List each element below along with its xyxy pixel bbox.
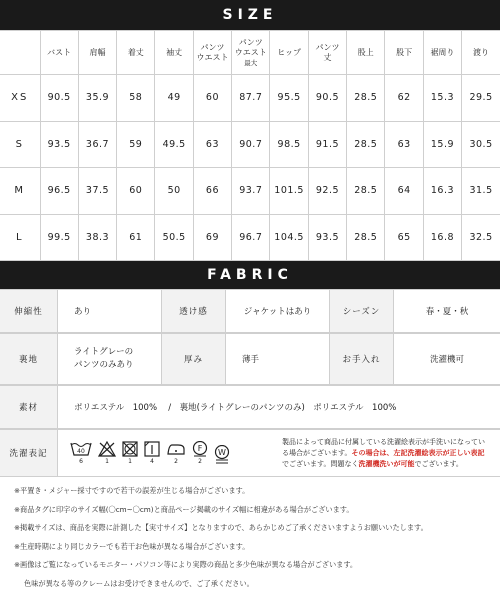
fabric-section-header	[0, 261, 500, 289]
size-column-header-label: パンツ 丈	[315, 42, 340, 62]
size-cell: 96.7	[232, 214, 270, 261]
size-cell: 65	[385, 214, 423, 261]
wash-cell	[58, 430, 500, 477]
size-cell: 90.5	[308, 75, 346, 122]
stretch-label: 伸縮性	[0, 290, 58, 333]
size-cell: 90.7	[232, 121, 270, 168]
size-cell: 35.9	[78, 75, 116, 122]
size-column-header	[385, 31, 423, 75]
wash-note-line3a: でございます。問題なく	[282, 459, 359, 468]
size-column-header	[155, 31, 193, 75]
size-column-header-label: 袖丈	[166, 47, 183, 57]
size-column-header	[40, 31, 78, 75]
note-item: ※掲載サイズは、商品を実際に計測した【実寸サイズ】となりますので、あらかじめご了承くださいますようお願いいたします。	[14, 523, 428, 532]
fabric-row-material	[0, 385, 500, 429]
size-cell: 93.5	[40, 121, 78, 168]
material-value: ポリエステル 100% / 裏地(ライトグレーのパンツのみ) ポリエステル 100%	[58, 386, 500, 429]
size-column-header	[193, 31, 231, 75]
size-cell: 64	[385, 168, 423, 215]
dry-clean-f-icon	[192, 441, 208, 465]
size-row	[0, 121, 500, 168]
size-cell: 99.5	[40, 214, 78, 261]
size-row	[0, 214, 500, 261]
season-value: 春・夏・秋	[394, 290, 500, 333]
wash-note-line2b: その場合は、左記洗濯絵表示が正しい表記	[351, 448, 485, 457]
thickness-label: 厚み	[162, 334, 226, 385]
size-column-header-label: 股上	[357, 47, 374, 57]
size-column-header-label: パンツ ウエスト	[234, 37, 267, 57]
note-item: ※生産時期により同じカラーでも若干お色味が異なる場合がございます。	[14, 541, 250, 551]
size-column-header-sub: 最大	[244, 58, 258, 67]
note-item: ※平置き・メジャー採寸ですので若干の誤差が生じる場合がございます。	[14, 486, 250, 495]
size-cell: 29.5	[462, 75, 500, 122]
bleach-icon-num: 1	[105, 458, 109, 465]
size-column-header	[78, 31, 116, 75]
size-cell: 28.5	[347, 168, 385, 215]
material-label: 素材	[0, 386, 58, 429]
stretch-value: あり	[58, 290, 162, 333]
size-cell: 28.5	[347, 214, 385, 261]
size-cell: 16.3	[423, 168, 461, 215]
fabric-row-lining	[0, 333, 500, 385]
size-cell: 69	[193, 214, 231, 261]
note-item: ※商品タグに印字のサイズ幅(〇cm~〇cm)と商品ページ掲載のサイズ幅に相違がある場合がございます。	[14, 504, 354, 514]
size-cell: 37.5	[78, 168, 116, 215]
wash-tub-40-icon	[70, 441, 92, 465]
size-column-header-label: パンツ ウエスト	[196, 42, 229, 62]
size-section-header	[0, 0, 500, 30]
size-cell: 16.8	[423, 214, 461, 261]
size-cell: 95.5	[270, 75, 308, 122]
lining-value	[58, 334, 162, 385]
note-item: 色味が異なる等のクレームはお受けできませんので、ご了承ください。	[24, 578, 254, 588]
size-cell: 31.5	[462, 168, 500, 215]
wet-clean-letter: W	[218, 448, 226, 457]
size-cell: 96.5	[40, 168, 78, 215]
size-cell: 28.5	[347, 121, 385, 168]
wash-note	[282, 437, 492, 470]
size-column-header-label: 股下	[396, 47, 413, 57]
wash-icons	[70, 441, 230, 465]
size-cell: 36.7	[78, 121, 116, 168]
size-column-header-label: 裾周り	[430, 47, 455, 57]
size-title: SIZE	[222, 7, 278, 23]
size-table-body	[0, 75, 500, 261]
fabric-row-stretch	[0, 289, 500, 333]
size-column-header-label: バスト	[47, 47, 72, 57]
thickness-value: 薄手	[226, 334, 330, 385]
note-item: ※画像はご覧になっているモニター・パソコン等により実際の商品と多少色味が異なる場合がございます。	[14, 560, 358, 569]
size-column-header	[232, 31, 270, 75]
size-column-header	[423, 31, 461, 75]
wash-label: 洗濯表記	[0, 430, 58, 477]
size-table-header-row	[0, 31, 500, 75]
size-cell: 90.5	[40, 75, 78, 122]
size-column-header	[308, 31, 346, 75]
dryclean-icon-num: 2	[198, 458, 202, 465]
dry-icon-num: 4	[150, 458, 154, 465]
size-cell: 49.5	[155, 121, 193, 168]
care-label: お手入れ	[330, 334, 394, 385]
wash-note-line3c: でございます。	[414, 459, 463, 468]
size-column-header	[117, 31, 155, 75]
iron-low-icon	[166, 441, 186, 465]
size-row	[0, 75, 500, 122]
size-cell: 91.5	[308, 121, 346, 168]
size-row-label: XS	[0, 75, 40, 122]
wash-note-line1: 製品によって商品に付属している洗濯絵表示が手洗いになってい	[282, 437, 485, 446]
wash-note-line2	[282, 448, 492, 459]
size-cell: 66	[193, 168, 231, 215]
lining-label: 裏地	[0, 334, 58, 385]
size-column-header-label: 渡り	[473, 47, 490, 57]
wash-note-line3	[282, 459, 492, 470]
size-cell: 32.5	[462, 214, 500, 261]
season-label: シーズン	[330, 290, 394, 333]
notes-list	[14, 482, 494, 593]
size-cell: 62	[385, 75, 423, 122]
size-column-header-label: 着丈	[127, 47, 144, 57]
size-column-header-label: 肩幅	[89, 47, 106, 57]
wash-note-line2a: る場合がございます。	[282, 448, 352, 457]
no-bleach-icon	[98, 441, 116, 465]
size-cell: 58	[117, 75, 155, 122]
size-cell: 87.7	[232, 75, 270, 122]
fabric-row-wash	[0, 429, 500, 477]
size-cell: 59	[117, 121, 155, 168]
size-cell: 60	[117, 168, 155, 215]
line-dry-shade-icon	[144, 441, 160, 465]
size-cell: 93.5	[308, 214, 346, 261]
sheer-label: 透け感	[162, 290, 226, 333]
fabric-title: FABRIC	[207, 267, 293, 283]
size-table	[0, 30, 500, 261]
size-header-corner	[0, 31, 40, 75]
tumble-icon-num: 1	[128, 458, 132, 465]
lining-value-line1: ライトグレーの	[74, 347, 134, 357]
size-cell: 93.7	[232, 168, 270, 215]
lining-value-line2: パンツのみあり	[74, 360, 134, 370]
size-row-label: S	[0, 121, 40, 168]
size-cell: 49	[155, 75, 193, 122]
size-cell: 101.5	[270, 168, 308, 215]
size-column-header	[347, 31, 385, 75]
size-column-header-label: ヒップ	[277, 47, 302, 57]
size-cell: 61	[117, 214, 155, 261]
sheer-value: ジャケットはあり	[226, 290, 330, 333]
wet-clean-w-icon	[214, 445, 230, 465]
size-row-label: L	[0, 214, 40, 261]
size-row	[0, 168, 500, 215]
iron-icon-num: 2	[174, 458, 178, 465]
size-cell: 50	[155, 168, 193, 215]
care-value: 洗濯機可	[394, 334, 500, 385]
no-tumble-dry-icon	[122, 441, 138, 465]
size-row-label: M	[0, 168, 40, 215]
size-cell: 98.5	[270, 121, 308, 168]
size-cell: 50.5	[155, 214, 193, 261]
size-cell: 28.5	[347, 75, 385, 122]
size-cell: 15.9	[423, 121, 461, 168]
size-cell: 104.5	[270, 214, 308, 261]
size-cell: 30.5	[462, 121, 500, 168]
wash-note-line3b: 洗濯機洗いが可能	[358, 459, 415, 468]
wash-temp-text: 40	[77, 448, 85, 455]
size-cell: 38.3	[78, 214, 116, 261]
size-cell: 15.3	[423, 75, 461, 122]
wash-icon-num: 6	[79, 458, 83, 465]
size-cell: 92.5	[308, 168, 346, 215]
size-cell: 63	[385, 121, 423, 168]
dry-clean-letter: F	[197, 444, 203, 453]
size-column-header	[270, 31, 308, 75]
size-cell: 60	[193, 75, 231, 122]
size-column-header	[462, 31, 500, 75]
size-cell: 63	[193, 121, 231, 168]
